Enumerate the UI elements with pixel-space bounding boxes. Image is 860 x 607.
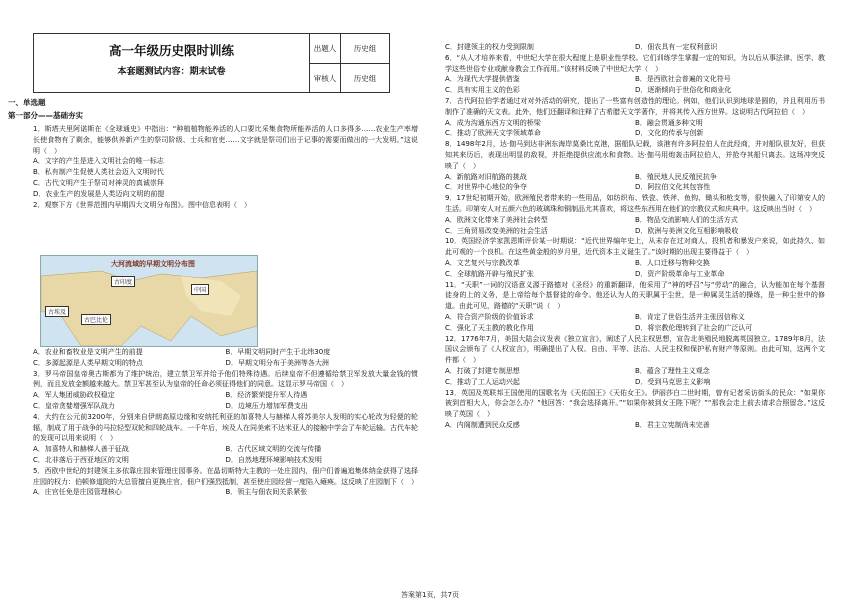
answer-options bbox=[445, 366, 825, 388]
option: A．成为沟通东西方文明的桥梁 bbox=[445, 118, 541, 127]
option: B．君主立宪制尚未完善 bbox=[635, 420, 710, 429]
option: C．推动了工人运动兴起 bbox=[445, 377, 520, 386]
header-title-block bbox=[34, 34, 310, 92]
question-5-continued bbox=[445, 42, 825, 53]
question-text: 11．“天职”一词的汉语意义源于路德对《圣经》的重新翻译，他采用了“神的呼召”与“劳动”的融合，认为能加在每个基督徒身的上的义务，是上帝给每个基督徒的命令。他还认为人的天职属于尘世，是一种属灵生活的操练，是一种尘世中的修道。由此可见，路德的“天职”说（ ） bbox=[445, 280, 825, 311]
question-13 bbox=[445, 388, 825, 431]
question-7 bbox=[445, 96, 825, 139]
question-text: 1．斯塔夫里阿诺斯在《全球通史》中指出：“种植植物能养活的人口要比采集食物所能养活的人口多得多……农业生产率增长使食物有了剩余，能够供养新产生的祭司阶级、士兵和官吏……文字就是祭司们出于记事的需要而做出的一大发明。”这说明（ ） bbox=[33, 125, 418, 155]
page-footer: 答案第1页，共7页 bbox=[401, 591, 459, 599]
option: A．打破了封建专制思想 bbox=[445, 366, 520, 375]
question-5 bbox=[33, 466, 418, 498]
option: C．具有实用主义的色彩 bbox=[445, 86, 520, 95]
question-2-options bbox=[33, 347, 418, 369]
option: A．为现代大学提供借鉴 bbox=[445, 75, 520, 84]
exam-header bbox=[33, 33, 390, 93]
map-title: 大河流域的早期文明分布图 bbox=[111, 260, 195, 268]
map-label-china: 中国 bbox=[191, 284, 209, 295]
option: C．古代文明产生于祭司对神灵的真诚崇拜 bbox=[33, 178, 164, 187]
answer-options bbox=[445, 74, 825, 96]
civilization-map bbox=[40, 255, 258, 347]
header-row-reviewer bbox=[310, 64, 389, 93]
option: D．自然地理环境影响技术发明 bbox=[225, 455, 322, 464]
option: B．早期文明同时产生于北纬30度 bbox=[225, 348, 331, 356]
question-text: 8．1498年2月，达·伽马到达非洲东海岸莫桑比克港，据船队记载，该港有许多阿拉伯人在此经商，并对船队很友好，但获知其来历后，表现出明显的敌视，并拒绝提供应流水和食物。达·伽马用炮轰击阿拉伯人，并抢夺其船只离去。这场冲突反映了（ ） bbox=[445, 140, 825, 170]
option: A．符合资产阶级的价值诉求 bbox=[445, 312, 534, 321]
left-column bbox=[33, 124, 418, 210]
question-4 bbox=[33, 412, 418, 466]
option: B．是西欧社会普遍的文化符号 bbox=[635, 75, 731, 84]
question-text: 5．西欧中世纪的封建领主多依靠庄园来管理庄园事务。在晶切斯特大主教的一处庄园内，佃户们普遍追集体纳金获得了选择庄园的权力：伯顿修道院的大总管擅自更换庄官，佃户们强烈抵制，甚至使庄园经营一度陷入瘫痪。这反映了庄园制下（ ） bbox=[33, 466, 418, 486]
option: B．人口迁移与物种交换 bbox=[635, 258, 710, 267]
option: D．逐渐倾向于世俗化和商业化 bbox=[635, 86, 732, 95]
option: B．私有制产生促使人类社会迈入文明时代 bbox=[33, 168, 164, 177]
option: C．三角贸易改变美洲的社会生活 bbox=[445, 226, 548, 235]
option: D．文化的传承与创新 bbox=[635, 129, 704, 138]
question-10 bbox=[445, 236, 825, 279]
option: C．全球航路开辟与殖民扩张 bbox=[445, 269, 534, 278]
answer-options bbox=[33, 156, 418, 199]
answer-options bbox=[445, 118, 825, 140]
option: C．封建领主的权力受到限制 bbox=[445, 43, 534, 51]
option: B．物品交流影响人们的生活方式 bbox=[635, 215, 738, 224]
option: C．对世界中心地位的争夺 bbox=[445, 183, 527, 192]
map-label-egypt: 古埃及 bbox=[45, 306, 69, 317]
option: A．加喜特人和赫梯人善于征战 bbox=[33, 445, 129, 454]
question-text: 9．17世纪初期开始，欧洲殖民者带来的一些用品，如纺织布、铁瓷、铁斧、鱼钩、锄头和枪支等，很快融入了印第安人的生活。印第安人对五颜六色的玻璃珠和铜制品尤其喜欢，将这些东西用在他们的宗教仪式和庆典中。这反映出当时（ ） bbox=[445, 194, 825, 213]
question-12 bbox=[445, 334, 825, 388]
question-text: 10．英国经济学家凯恩斯评价某一时期说：“近代世界编年史上，从未存在过对商人、投机者和暴发户来说，如此持久、如此可观的一个良机。在这些黄金般的岁月里，近代资本主义诞生了。”该时期的出现主要得益于（ ） bbox=[445, 237, 825, 257]
option: C．皇帝贪婪增强军队战力 bbox=[33, 401, 115, 410]
map-graphic bbox=[41, 256, 257, 346]
question-1 bbox=[33, 124, 418, 200]
option: C．强化了天主教的教化作用 bbox=[445, 323, 534, 332]
answer-options bbox=[445, 215, 825, 237]
option: D．农业生产的发展是人类迈向文明的前提 bbox=[33, 189, 165, 198]
option: A．文艺复兴与宗教改革 bbox=[445, 258, 520, 267]
question-6 bbox=[445, 53, 825, 96]
answer-options bbox=[33, 487, 418, 498]
option: A．庄官任免是庄园管理核心 bbox=[33, 488, 122, 497]
answer-options bbox=[445, 258, 825, 280]
option: C．多源起源是人类早期文明的特点 bbox=[33, 358, 143, 367]
header-value: 历史组 bbox=[353, 44, 377, 53]
question-11 bbox=[445, 280, 825, 334]
answer-options bbox=[445, 420, 825, 431]
option: B．领主与佃农间关系紧张 bbox=[225, 488, 308, 497]
option: D．早期文明分布于美洲等各大洲 bbox=[225, 358, 329, 367]
answer-options bbox=[445, 172, 825, 194]
option: B．蕴含了理性主义观念 bbox=[635, 366, 710, 375]
section-heading: 一、单选题 bbox=[8, 98, 46, 107]
question-9 bbox=[445, 193, 825, 236]
option: A．军人集团威胁政权稳定 bbox=[33, 391, 115, 400]
answer-options bbox=[33, 390, 418, 412]
question-text: 2．观察下方《世界范围内早期四大文明分布图》。图中信息表明（ ） bbox=[33, 200, 251, 209]
option: B．肯定了世俗生活并主张因信称义 bbox=[635, 312, 745, 321]
exam-subtitle: 本套题测试内容：期末试卷 bbox=[117, 67, 226, 77]
question-text: 13．英国及英联邦王国使用的国歌名为《天佑国王》《天佑女王》。伊丽莎白二世时期，曾有记者采访街头的民众：“如果你被到首相大人，你会怎么办？”他回答：“我会选择离开。”“如果你被到女王陛下呢？”“那我会走上前去请求合照留念。”这反映了英国（ ） bbox=[445, 388, 825, 419]
option: A．新航路对旧航路的挑战 bbox=[445, 172, 527, 181]
option: D．边境压力增加军费支出 bbox=[225, 401, 308, 410]
option: B．殖民地人民反殖民抗争 bbox=[635, 172, 717, 181]
option: D．将宗教伦理转到了社会的广泛认可 bbox=[635, 323, 753, 332]
question-text: 4．大约在公元前3200年，分别来自伊朗高原边缘和安纳托利亚的加喜特人与赫梯人将苏美尔人发明的实心轮改为轻便的轮辐，制成了用于战争的马拉轻型双轮和四轮战车。一千年后，埃及人在同美索不达米亚人的接触中学会了车轮运输。古代车轮的发现可以用来说明（ ） bbox=[33, 412, 418, 443]
exam-title: 高一年级历史限时训练 bbox=[108, 43, 234, 58]
option: A．欧洲文化带来了美洲社会转型 bbox=[445, 215, 548, 224]
header-info-grid bbox=[310, 34, 389, 92]
header-value: 历史组 bbox=[353, 74, 377, 83]
question-text: 6．“从人才培养来看，中世纪大学在很大程度上是职业性学校。它们训练学生掌握一定的知识，为以后从事法律、医学、教学这些世俗专业或献身教会工作而用。”该材料反映了中世纪大学（ ） bbox=[445, 53, 825, 73]
part-heading: 第一部分——基础夯实 bbox=[8, 111, 83, 120]
option: A．文字的产生是进入文明社会的唯一标志 bbox=[33, 157, 164, 166]
header-key: 审核人 bbox=[310, 64, 341, 93]
option: D．欧洲与美洲文化互相影响吸收 bbox=[635, 226, 739, 235]
left-column-lower bbox=[33, 347, 418, 498]
map-label-india: 古印度 bbox=[111, 276, 135, 287]
option: C．推动了欧洲天文学领域革命 bbox=[445, 129, 541, 138]
option: D．佃农具有一定权利意识 bbox=[635, 43, 718, 51]
map-label-babylon: 古巴比伦 bbox=[81, 314, 111, 325]
header-row-author bbox=[310, 34, 389, 64]
option: B．古代区域文明的交流与传播 bbox=[225, 445, 322, 454]
option: A．内阁制遭到民众反感 bbox=[445, 420, 520, 429]
right-column bbox=[445, 42, 825, 431]
header-key: 出题人 bbox=[310, 34, 341, 63]
option: C．北非落后于西亚地区的文明 bbox=[33, 455, 129, 464]
option: D．受到马克思主义影响 bbox=[635, 377, 711, 386]
option: D．阿拉伯文化其包容性 bbox=[635, 183, 711, 192]
question-text: 7．古代阿拉伯学者通过对对外活动的研究，提出了一些富有创造性的理论。例如，他们认识到地球是圆的，并且利用历书制作了准确的天文表。此外，他们还翻译和注释了古希腊天文学著作，并将其传入西方世界。这说明古代阿拉伯（ ） bbox=[445, 96, 825, 116]
answer-options bbox=[33, 444, 418, 466]
question-3 bbox=[33, 369, 418, 412]
option: B．经济繁荣提升军人待遇 bbox=[225, 391, 308, 400]
question-8 bbox=[445, 139, 825, 193]
answer-options bbox=[445, 312, 825, 334]
option: B．融会贯通多种文明 bbox=[635, 118, 703, 127]
answer-options bbox=[445, 42, 825, 53]
question-text: 3．罗马帝国皇帝奥古斯都为了维护统治，建立禁卫军并给予他们特殊待遇。后续皇帝不但遵循给禁卫军发放大量金钱的惯例，而且发放金额越来越大。禁卫军甚至认为皇帝的任命必须征得他们的同意。这显示罗马帝国（ ） bbox=[33, 369, 418, 389]
option: A．农业和畜牧业是文明产生的前提 bbox=[33, 348, 143, 356]
option: D．资产阶级革命与工业革命 bbox=[635, 269, 725, 278]
question-2 bbox=[33, 200, 418, 211]
question-text: 12．1776年7月，美国大陆会议发表《独立宣言》，阐述了人民主权思想，宣告北美殖民地脱离英国独立。1789年8月，法国议会颁布了《人权宣言》，明确提出了人权、自由、平等、法治、人民主权和保护私有财产等原则。由此可知，这两个文件都（ ） bbox=[445, 334, 825, 365]
